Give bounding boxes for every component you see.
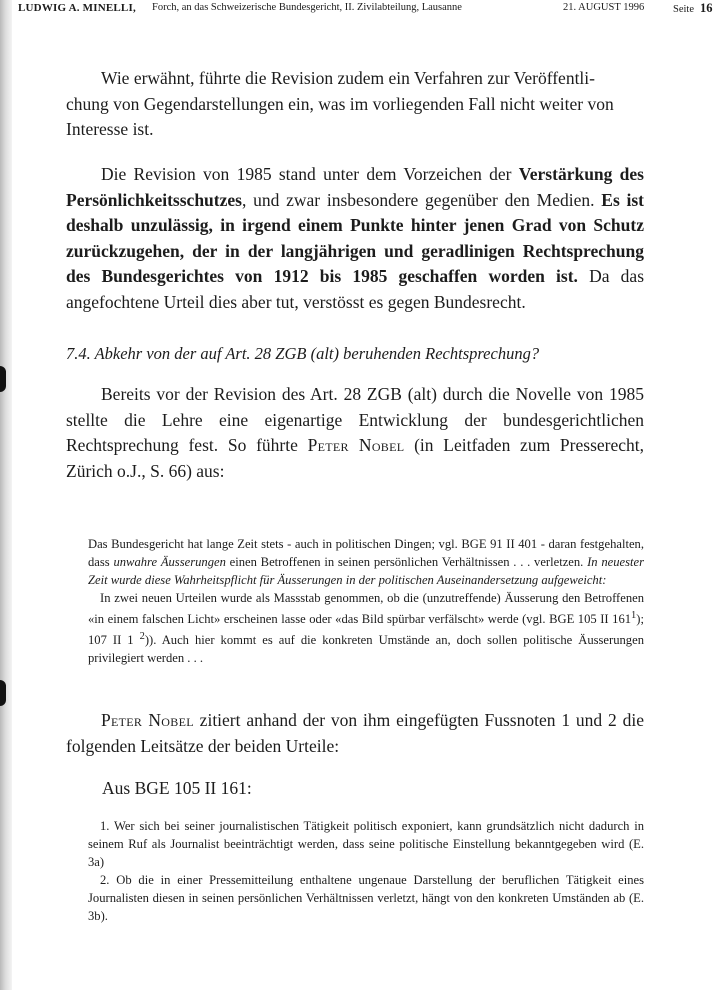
text-run: einen Betroffenen in seinen persönlichen Verhältnissen . . . verletzen. — [225, 555, 588, 569]
paragraph-text — [66, 708, 644, 759]
leitsatz-item: 1. Wer sich bei seiner journalistischen Tätigkeit politisch exponiert, kann grundsätzlich nicht dadurch in seinem Ruf als Journalist beeinträchtigt werden, dass seine politische Einstellung bekanntgegeben wird (E. 3a) — [88, 819, 644, 869]
page-number: 16 — [700, 1, 713, 15]
paragraph-revision-gegendarstellung — [66, 66, 644, 143]
paragraph-nobel-leitsaetze — [66, 708, 644, 759]
header-author: LUDWIG A. MINELLI, — [18, 2, 136, 14]
section-title: 7.4. Abkehr von der auf Art. 28 ZGB (alt) beruhenden Rechtsprechung? — [66, 344, 540, 363]
text-run: ); 107 II 1 — [88, 612, 644, 648]
footnote-ref: 2 — [139, 631, 145, 643]
italic-text: unwahre Äusserungen — [113, 555, 226, 569]
text-line: Interesse ist. — [66, 119, 154, 139]
paragraph-line — [66, 117, 644, 143]
text-line: chung von Gegendarstellungen ein, was im vorliegenden Fall nicht weiter von — [66, 93, 614, 114]
text-run: , und zwar insbesondere gegenüber den Medien. — [241, 189, 602, 210]
footnote-ref: 1 — [631, 610, 637, 621]
text-run: Die Revision von 1985 stand unter dem Vorzeichen der — [101, 164, 519, 184]
subheading-text: Aus BGE 105 II 161: — [102, 778, 252, 798]
bold-text: Verstärkung des Persönlichkeitsschutzes — [66, 164, 644, 210]
bold-text: Es ist deshalb unzulässig, in irgend einem Punkte hinter jenen Grad von Schutz zurückzugehen, der in der langjährigen und geradlinigen Rechtsprechung des Bundesgerichtes von 1912 bis 1985 geschaffen worden ist. — [66, 189, 645, 286]
text-run: (in Leitfaden zum Presserecht, Zürich o.J., S. 66) aus: — [66, 435, 644, 481]
paragraph-text — [66, 162, 644, 315]
text-run: Das Bundesgericht hat lange Zeit stets - auch in politischen Dingen; vgl. BGE 91 II 401 - daran festgehalten, dass — [88, 537, 644, 569]
paragraph-revision-1985 — [66, 162, 644, 315]
italic-text: In neuester Zeit wurde diese Wahrheitspflicht für Äusserungen in der politischen Auseinandersetzung aufgeweicht: — [88, 555, 644, 587]
page-label: Seite — [673, 4, 694, 15]
leitsatz-item: 2. Ob die in einer Pressemitteilung enthaltene ungenaue Darstellung der beruflichen Tätigkeit eines Journalisten diesen in seinen persönlichen Verhältnissen verletzt, hängt von den konkreten Umständen ab (E. 3b). — [88, 873, 644, 923]
block-quote-leitsaetze — [88, 817, 644, 925]
header-date: 21. AUGUST 1996 — [563, 2, 645, 13]
text-run: )). Auch hier kommt es auf die konkreten Umstände an, doch sollen politische Äusserungen privilegiert werden . . . — [88, 633, 644, 666]
section-heading — [66, 343, 644, 365]
text-run: In zwei neuen Urteilen wurde als Massstab genommen, ob die (unzutreffende) Äusserung den Betroffenen «in einem falschen Licht» erscheinen lasse oder «das Bild spürbar verfälscht» werde (vgl. BGE 105 II 161 — [88, 591, 644, 627]
text-run: zitiert anhand der von ihm eingefügten Fussnoten 1 und 2 die folgenden Leitsätze der beiden Urteile: — [66, 710, 644, 756]
text-run: Bereits vor der Revision des Art. 28 ZGB (alt) durch die Novelle von 1985 stellte die Lehre eine eigenartige Entwicklung der bundesgerichtlichen Rechtsprechung fest. So führte — [66, 384, 644, 455]
author-name: Peter Nobel — [307, 435, 405, 455]
paragraph-line — [66, 92, 644, 118]
paragraph-text — [66, 382, 644, 484]
binder-hole-mark — [0, 680, 6, 706]
subheading-bge — [102, 776, 642, 800]
author-name: Peter Nobel — [101, 710, 194, 730]
block-quote-nobel — [88, 535, 644, 667]
header-page — [673, 1, 713, 17]
scan-gutter — [0, 0, 12, 990]
paragraph-line — [66, 66, 644, 92]
text-run: Da das angefochtene Urteil dies aber tut, verstösst es gegen Bundesrecht. — [66, 266, 645, 312]
header-addressee: Forch, an das Schweizerische Bundesgericht, II. Zivilabteilung, Lausanne — [152, 2, 462, 13]
quote-paragraph — [88, 589, 644, 667]
paragraph-lehre — [66, 382, 644, 484]
running-header — [18, 0, 713, 18]
text-line: Wie erwähnt, führte die Revision zudem ein Verfahren zur Veröffentli- — [101, 68, 595, 88]
binder-hole-mark — [0, 366, 6, 392]
quote-paragraph — [88, 535, 644, 589]
